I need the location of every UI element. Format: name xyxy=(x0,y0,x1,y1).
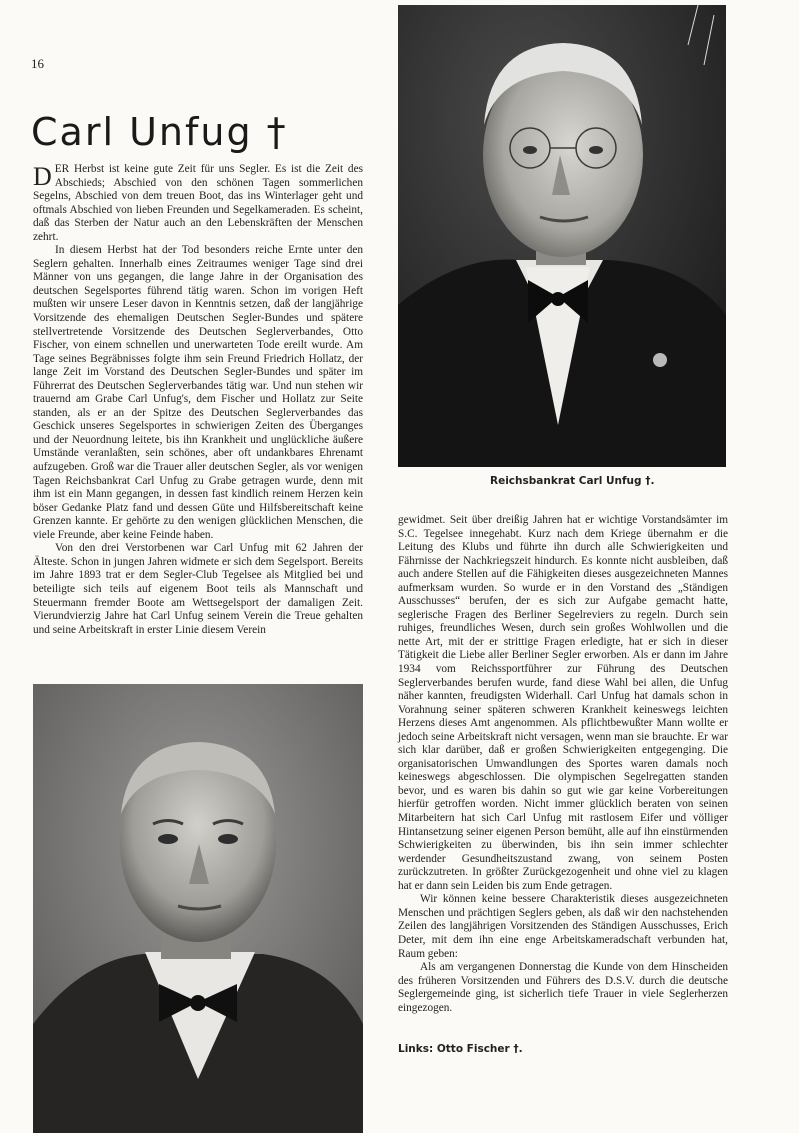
portrait-unfug-image xyxy=(398,5,726,467)
article-column-left xyxy=(33,163,363,637)
caption-otto-fischer: Links: Otto Fischer †. xyxy=(398,1043,523,1055)
page-number: 16 xyxy=(31,56,44,71)
article-column-right xyxy=(398,514,728,1015)
article-headline: Carl Unfug † xyxy=(31,110,288,154)
portrait-photo-otto-fischer xyxy=(33,684,363,1133)
portrait-photo-carl-unfug xyxy=(398,5,726,467)
paragraph-text: ER Herbst ist keine gute Zeit für uns Segler. Es ist die Zeit des Abschieds; Abschied von den schönen Tagen sommerlichen Segelns, Abschied von dem treuen Boot, das ins Winterlager geht und oftmals Abschied von lieben Freunden und Segelkameraden. Es scheint, daß das Sterben der Natur auch an den Lebenskräften der Menschen zehrt. xyxy=(33,163,363,243)
portrait-fischer-image xyxy=(33,684,363,1133)
article-paragraph: Wir können keine bessere Charakteristik dieses ausgezeichneten Menschen und prächtigen Seglers geben, als daß wir den nachstehenden Zeilen des langjährigen Vorsitzenden des Ständigen Ausschusses, Erich Deter, mit dem ihn eine enge Arbeitskameradschaft verbunden hat, Raum geben: xyxy=(398,893,728,960)
dropcap-letter: D xyxy=(33,162,52,191)
article-paragraph: gewidmet. Seit über dreißig Jahren hat er wichtige Vorstandsämter im S.C. Tegelsee innegehabt. Kurz nach dem Kriege übernahm er die Leitung des Klubs und führte ihn durch alle Schwierigkeiten und Fährnisse der Nachkriegszeit hindurch. Es konnte nicht ausbleiben, daß auch andere Stellen auf die Fähigkeiten dieses ausgezeichneten Mannes aufmerksam wurden. So wurde er in den Vorstand des „Ständigen Ausschusses“ berufen, der es sich zur Aufgabe gemacht hatte, seglerische Fragen des Berliner Segelreviers zu regeln. Durch sein ruhiges, freundliches Wesen, durch sein großes Wohlwollen und die nette Art, mit der er strittige Fragen erledigte, hat er sich in dieser Tätigkeit die Liebe aller Berliner Segler erworben. Als er dann im Jahre 1934 vom Reichssportführer zur Führung des Deutschen Seglerverbandes berufen wurde, fand diese Wahl bei allen, die Unfug näher kannten, freudigsten Widerhall. Carl Unfug hat damals schon in Vorahnung seiner späteren schweren Krankheit keineswegs leichten Herzens dieses Amt angenommen. Als pflichtbewußter Mann wollte er jedoch seine Arbeitskraft nicht versagen, wenn man sie brauchte. Er war sich klar darüber, daß er großen Schwierigkeiten entgegenging. Die organisatorischen Umwandlungen des Sportes waren damals noch keineswegs abgeschlossen. Die olympischen Segelregatten standen bevor, und es waren bis dahin so gut wie gar keine Vorbereitungen hierfür getroffen worden. Nicht immer glücklich beraten von seinen Mitarbeitern hat sich Carl Unfug mit rastlosem Eifer und völliger Hintansetzung seiner eigenen Person bemüht, alle auf ihn einstürmenden Schwierigkeiten zu überwinden, bis ihn sein immer schlechter werdender Gesundheitszustand zwang, von seinem Posten zurückzutreten. In größter Zurückgezogenheit und ohne viel zu klagen hat er dann sein Leiden bis zum Ende getragen. xyxy=(398,514,728,892)
article-paragraph: Als am vergangenen Donnerstag die Kunde von dem Hinscheiden des früheren Vorsitzenden und Führers des D.S.V. durch die deutsche Seglergemeinde ging, ist sicherlich tiefe Trauer in viele Seglerherzen eingezogen. xyxy=(398,961,728,1014)
article-paragraph xyxy=(33,163,363,244)
article-paragraph: In diesem Herbst hat der Tod besonders reiche Ernte unter den Seglern gehalten. Innerhalb eines Zeitraumes weniger Tage sind drei Männer von uns gegangen, die lange Jahre in der Organisation des deutschen Segelsportes führend tätig waren. Schon im vorigen Heft mußten wir unsere Leser davon in Kenntnis setzen, daß der langjährige Vorsitzende des ehemaligen Deutschen Segler-Bundes und spätere stellvertretende Vorsitzende des Deutschen Seglerverbandes, Otto Fischer, von einem schnellen und unerwarteten Tode ereilt wurde. Am Tage seines Begräbnisses folgte ihm sein Freund Friedrich Hollatz, der lange Zeit im Vorstand des Deutschen Segler-Bundes und später im Führerrat des Deutschen Seglerverbandes tätig war. Und nun stehen wir trauernd am Grabe Carl Unfug's, dem Fischer und Hollatz zur Seite standen, als er an der Spitze des Deutschen Seglerverbandes das Geschick unseres Segelsportes in schwierigen Zeiten des Überganges und der Neuordnung leitete, bis ihn Krankheit und unglückliche äußere Umstände veranlaßten, sein schönes, aber oft undankbares Ehrenamt aufzugeben. Groß war die Trauer aller deutschen Segler, als vor wenigen Tagen Reichsbankrat Carl Unfug zu Grabe getragen wurde, denn mit ihm ist ein Mann gegangen, in dessen fast kindlich reinem Herzen kein böser Gedanke Platz fand und dessen Güte und Hilfsbereitschaft keine Grenzen kannte. Er gehörte zu den wenigen glücklichen Menschen, die viele Freunde, aber keine Feinde haben. xyxy=(33,244,363,541)
article-paragraph: Von den drei Verstorbenen war Carl Unfug mit 62 Jahren der Älteste. Schon in jungen Jahren widmete er sich dem Segelsport. Bereits im Jahre 1893 trat er dem Segler-Club Tegelsee als Mitglied bei und beteiligte sich teils auf eigenem Boot teils als Mannschaft und Steuermann fremder Boote am Wettsegelsport der damaligen Zeit. Vierundvierzig Jahre hat Carl Unfug seinem Verein die Treue gehalten und seine Arbeitskraft in erster Linie diesem Verein xyxy=(33,542,363,636)
caption-carl-unfug: Reichsbankrat Carl Unfug †. xyxy=(490,475,655,487)
